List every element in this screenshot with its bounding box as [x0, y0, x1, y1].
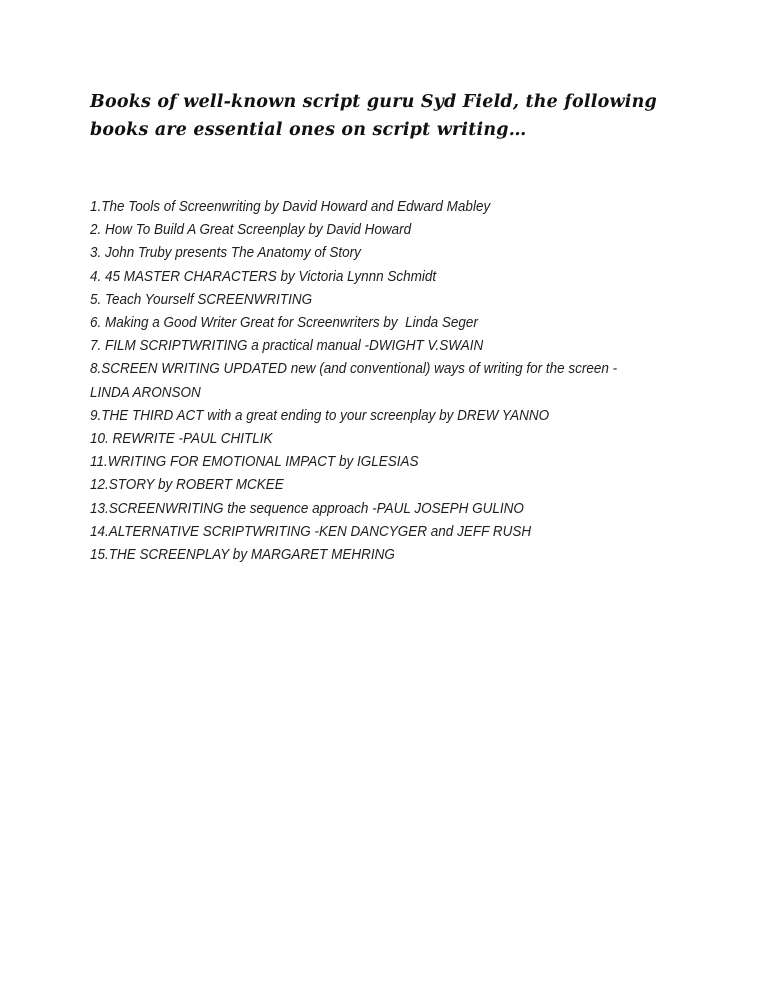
book-list-line: 2. How To Build A Great Screenplay by David Howard — [90, 221, 412, 239]
heading-line: Books of well-known script guru Syd Field, the following — [90, 92, 657, 112]
page-heading — [90, 88, 690, 144]
book-list-line: 3. John Truby presents The Anatomy of Story — [90, 244, 361, 262]
book-list — [90, 195, 690, 566]
book-list-line: 5. Teach Yourself SCREENWRITING — [90, 290, 313, 308]
book-list-line: 8.SCREEN WRITING UPDATED new (and conventional) ways of writing for the screen - — [90, 360, 618, 378]
book-list-line: 9.THE THIRD ACT with a great ending to your screenplay by DREW YANNO — [90, 406, 550, 424]
book-list-line: 12.STORY by ROBERT MCKEE — [90, 476, 284, 494]
heading-line: books are essential ones on script writing… — [90, 120, 527, 140]
book-list-line: 1.The Tools of Screenwriting by David Howard and Edward Mabley — [90, 198, 491, 215]
book-list-line: 4. 45 MASTER CHARACTERS by Victoria Lynnn Schmidt — [90, 267, 437, 285]
book-list-line: 11.WRITING FOR EMOTIONAL IMPACT by IGLESIAS — [90, 453, 419, 471]
book-list-line: 6. Making a Good Writer Great for Screenwriters by Linda Seger — [90, 314, 478, 332]
book-list-line: 15.THE SCREENPLAY by MARGARET MEHRING — [90, 546, 395, 564]
book-list-line: 14.ALTERNATIVE SCRIPTWRITING -KEN DANCYGER and JEFF RUSH — [90, 522, 532, 540]
book-list-line: LINDA ARONSON — [90, 383, 201, 401]
book-list-line: 13.SCREENWRITING the sequence approach -PAUL JOSEPH GULINO — [90, 499, 524, 517]
book-list-line: 7. FILM SCRIPTWRITING a practical manual -DWIGHT V.SWAIN — [90, 337, 484, 355]
book-list-line: 10. REWRITE -PAUL CHITLIK — [90, 430, 273, 448]
